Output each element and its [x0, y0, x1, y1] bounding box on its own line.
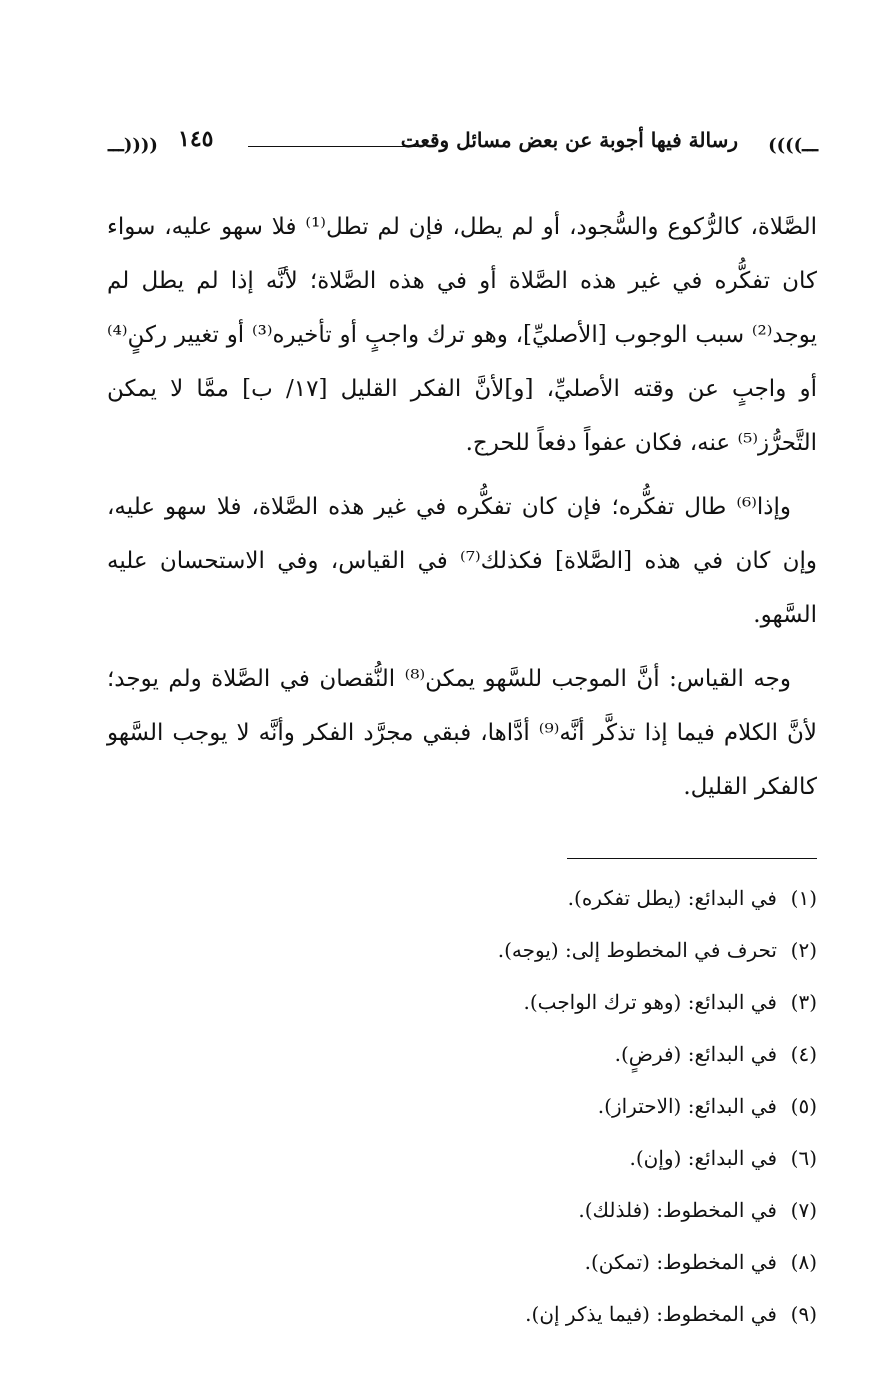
main-text: [107, 200, 817, 824]
footnote-number: (٥): [790, 1094, 817, 1118]
footnote-rule: [567, 858, 817, 859]
footnote-text: في البدائع: (يطل تفكره).: [567, 886, 777, 910]
footnote-text: في البدائع: (الاحتراز).: [597, 1094, 777, 1118]
footnote-text: في البدائع: (فرضٍ).: [614, 1042, 777, 1066]
footnotes: [107, 872, 817, 1340]
footnote-number: (٣): [790, 990, 817, 1014]
paragraph-2: وإذا⁽⁶⁾ طال تفكُّره؛ فإن كان تفكُّره في غير هذه الصَّلاة، فلا سهو عليه، وإن كان في هذه [الصَّلاة] فكذلك⁽⁷⁾ في القياس، وفي الاستحسان عليه السَّهو.: [107, 494, 817, 628]
footnote: [107, 976, 817, 1028]
footnote: [107, 1184, 817, 1236]
ornament-right: ـــ)))): [768, 135, 818, 156]
footnote-text: في البدائع: (وهو ترك الواجب).: [523, 990, 777, 1014]
header-rule: [248, 146, 418, 147]
paragraph-3: وجه القياس: أنَّ الموجب للسَّهو يمكن⁽⁸⁾ النُّقصان في الصَّلاة ولم يوجد؛ لأنَّ الكلام فيما إذا تذكَّر أنَّه⁽⁹⁾ أدَّاها، فبقي مجرَّد الفكر وأنَّه لا يوجب السَّهو كالفكر القليل.: [107, 666, 817, 800]
running-header: [108, 118, 818, 168]
footnote: [107, 1288, 817, 1340]
footnote: [107, 1132, 817, 1184]
footnote: [107, 872, 817, 924]
footnote-text: في المخطوط: (تمكن).: [584, 1250, 777, 1274]
footnote-text: في المخطوط: (فيما يذكر إن).: [525, 1302, 777, 1326]
footnote: [107, 1236, 817, 1288]
footnote-number: (٢): [790, 938, 817, 962]
footnote: [107, 1080, 817, 1132]
page-number: ١٤٥: [178, 126, 214, 152]
footnote-number: (١): [790, 886, 817, 910]
footnote-text: في البدائع: (وإن).: [629, 1146, 777, 1170]
paragraph-1: الصَّلاة، كالرُّكوع والسُّجود، أو لم يطل، فإن لم تطل⁽¹⁾ فلا سهو عليه، سواء كان تفكُّره في غير هذه الصَّلاة أو في هذه الصَّلاة؛ لأنَّه إذا لم يطل لم يوجد⁽²⁾ سبب الوجوب [الأصليِّ]، وهو ترك واجبٍ أو تأخيره⁽³⁾ أو تغيير ركنٍ⁽⁴⁾ أو واجبٍ عن وقته الأصليِّ، [و]لأنَّ الفكر القليل [١٧/ ب] ممَّا لا يمكن التَّحرُّز⁽⁵⁾ عنه، فكان عفواً دفعاً للحرج.: [107, 214, 818, 456]
footnote: [107, 924, 817, 976]
footnote-number: (٨): [790, 1250, 817, 1274]
footnote-number: (٧): [790, 1198, 817, 1222]
running-title: رسالة فيها أجوبة عن بعض مسائل وقعت: [400, 128, 738, 152]
footnote-number: (٤): [790, 1042, 817, 1066]
footnote-number: (٩): [790, 1302, 817, 1326]
footnote-text: تحرف في المخطوط إلى: (يوجه).: [497, 938, 777, 962]
footnote: [107, 1028, 817, 1080]
ornament-left: ((((ـــ: [108, 135, 158, 156]
footnote-text: في المخطوط: (فلذلك).: [578, 1198, 777, 1222]
footnote-number: (٦): [790, 1146, 817, 1170]
